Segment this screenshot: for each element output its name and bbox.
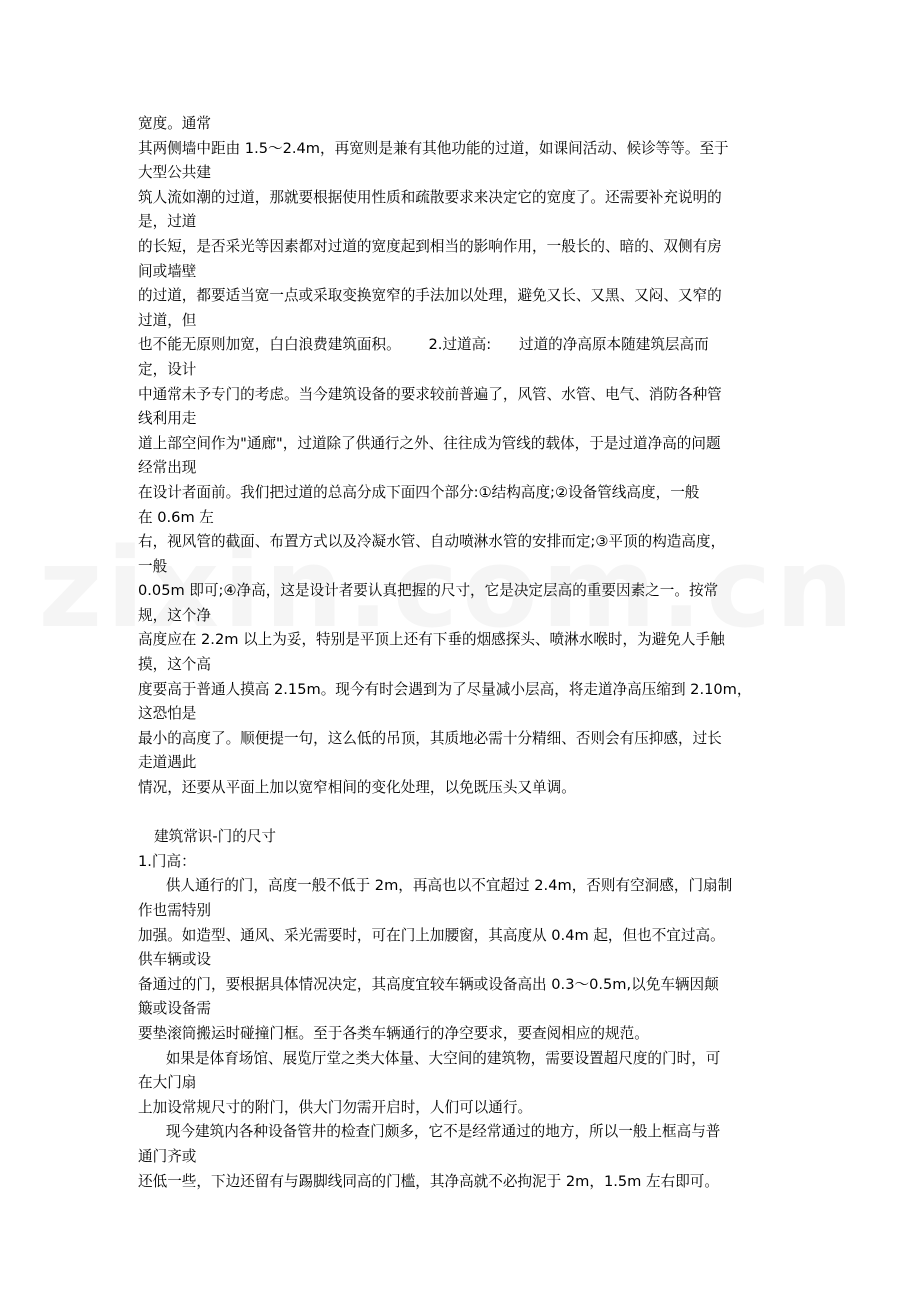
text-line: 最小的高度了。顺便提一句，这么低的吊顶，其质地必需十分精细、否则会有压抑感，过长 bbox=[138, 729, 722, 747]
text-line: 的过道，都要适当宽一点或采取变换宽窄的手法加以处理，避免又长、又黑、又闷、又窄的 bbox=[138, 287, 722, 305]
document-page bbox=[138, 112, 788, 1194]
text-line: 供人通行的门，高度一般不低于 2m，再高也以不宜超过 2.4m，否则有空洞感，门扇制 bbox=[138, 877, 733, 895]
text-line: 间或墙壁 bbox=[138, 262, 197, 280]
text-line: 在设计者面前。我们把过道的总高分成下面四个部分:①结构高度;②设备管线高度，一般 bbox=[138, 483, 700, 501]
text-line: 现今建筑内各种设备管井的检查门颇多，它不是经常通过的地方，所以一般上框高与普 bbox=[138, 1123, 721, 1141]
text-line: 如果是体育场馆、展览厅堂之类大体量、大空间的建筑物，需要设置超尺度的门时，可 bbox=[138, 1049, 721, 1067]
text-line: 加强。如造型、通风、采光需要时，可在门上加腰窗，其高度从 0.4m 起，但也不宜过高。 bbox=[138, 926, 725, 944]
text-line: 通门齐或 bbox=[138, 1147, 197, 1165]
text-line: 过道，但 bbox=[138, 311, 197, 329]
text-line: 上加设常规尺寸的附门，供大门勿需开启时，人们可以通行。 bbox=[138, 1098, 533, 1116]
text-line: 在大门扇 bbox=[138, 1074, 197, 1092]
text-line: 供车辆或设 bbox=[138, 951, 211, 969]
section-heading-door-dimensions: 建筑常识-门的尺寸 bbox=[154, 828, 277, 846]
text-line: 还低一些，下边还留有与踢脚线同高的门槛，其净高就不必拘泥于 2m，1.5m 左右即可。 bbox=[138, 1172, 719, 1190]
text-line: 情况，还要从平面上加以宽窄相间的变化处理，以免既压头又单调。 bbox=[138, 779, 576, 797]
text-line: 线利用走 bbox=[138, 410, 197, 428]
text-line: 其两侧墙中距由 1.5～2.4m，再宽则是兼有其他功能的过道，如课间活动、候诊等等。至于 bbox=[138, 139, 729, 157]
text-line: 的长短，是否采光等因素都对过道的宽度起到相当的影响作用，一般长的、暗的、双侧有房 bbox=[138, 237, 722, 255]
text-line: 要垫滚筒搬运时碰撞门框。至于各类车辆通行的净空要求，要查阅相应的规范。 bbox=[138, 1024, 649, 1042]
text-line: 道上部空间作为"通廊"，过道除了供通行之外、往往成为管线的载体，于是过道净高的问题 bbox=[138, 434, 721, 452]
text-line: 1.门高： bbox=[138, 852, 196, 870]
section-corridor-dimensions bbox=[138, 112, 788, 801]
text-line: 作也需特别 bbox=[138, 902, 211, 919]
text-line: 度要高于普通人摸高 2.15m。现今有时会遇到为了尽量减小层高，将走道净高压缩到 2.10m， bbox=[138, 680, 752, 698]
text-line: 规，这个净 bbox=[138, 606, 211, 624]
text-line: 筑人流如潮的过道，那就要根据使用性质和疏散要求来决定它的宽度了。还需要补充说明的 bbox=[138, 188, 722, 206]
text-line: 大型公共建 bbox=[138, 164, 211, 182]
text-line: 高度应在 2.2m 以上为妥，特别是平顶上还有下垂的烟感探头、喷淋水喉时，为避免人手触 bbox=[138, 631, 725, 649]
text-line: 走道遇此 bbox=[138, 754, 197, 772]
section-door-dimensions bbox=[138, 850, 788, 1194]
text-line: 摸，这个高 bbox=[138, 656, 211, 674]
text-line: 宽度。通常 bbox=[138, 115, 211, 132]
text-line: 0.05m 即可;④净高，这是设计者要认真把握的尺寸，它是决定层高的重要因素之一。按常 bbox=[138, 582, 719, 600]
text-line: 右，视风管的截面、布置方式以及冷凝水管、自动喷淋水管的安排而定;③平顶的构造高度， bbox=[138, 533, 726, 551]
section-gap bbox=[138, 801, 788, 826]
text-line: 在 0.6m 左 bbox=[138, 508, 214, 526]
text-line: 也不能无原则加宽，白白浪费建筑面积。 2.过道高: 过道的净高原本随建筑层高而 bbox=[138, 336, 709, 354]
text-line: 定，设计 bbox=[138, 360, 197, 378]
text-line: 经常出现 bbox=[138, 459, 197, 477]
text-line: 中通常未予专门的考虑。当今建筑设备的要求较前普遍了，风管、水管、电气、消防各种管 bbox=[138, 385, 722, 403]
text-line: 一般 bbox=[138, 557, 168, 575]
text-line: 簸或设备需 bbox=[138, 1000, 211, 1018]
text-line: 备通过的门，要根据具体情况决定，其高度宜较车辆或设备高出 0.3～0.5m,以免车辆因颠 bbox=[138, 975, 719, 993]
text-line: 这恐怕是 bbox=[138, 705, 197, 723]
text-line: 是，过道 bbox=[138, 213, 197, 231]
